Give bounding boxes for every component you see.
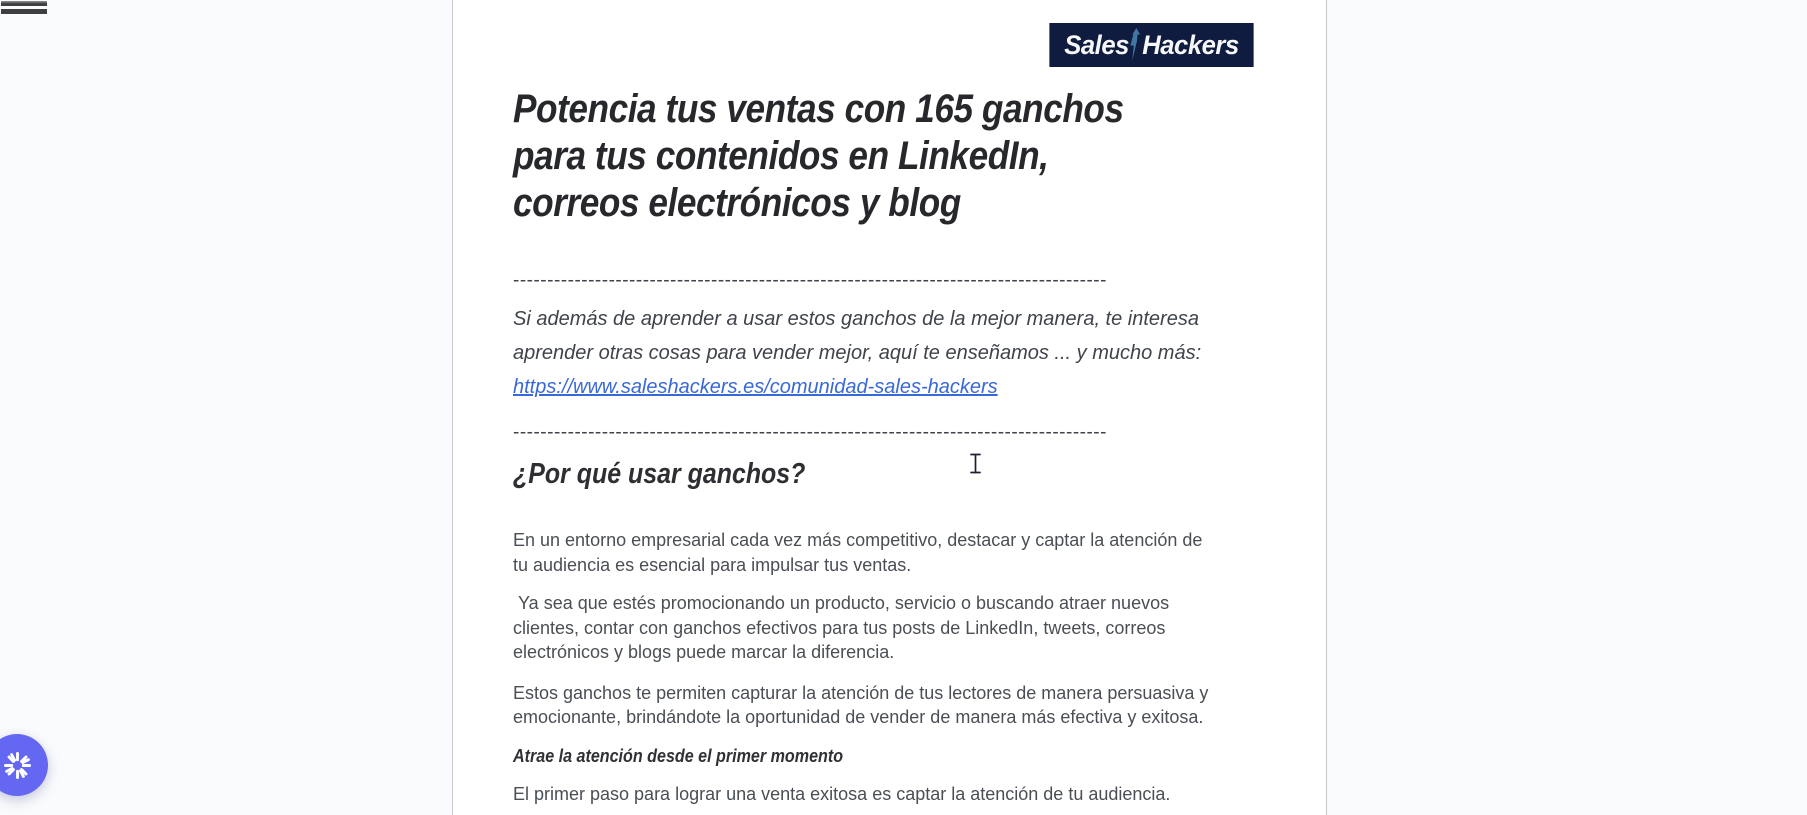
page-title bbox=[513, 86, 1218, 227]
page-title-line: para tus contenidos en LinkedIn, bbox=[513, 134, 1049, 178]
body-paragraph: Estos ganchos te permiten capturar la atención de tus lectores de manera persuasiva y emocionante, brindándote la oportunidad de vender de manera más efectiva y exitosa. bbox=[513, 682, 1214, 727]
logo-text-hackers: Hackers bbox=[1142, 29, 1239, 60]
lightning-bolt-icon bbox=[1127, 28, 1143, 61]
logo-text-sales: Sales bbox=[1064, 29, 1129, 60]
assistant-button[interactable] bbox=[0, 734, 48, 796]
dashed-divider: --------------------------------------------------------------------------------------- bbox=[513, 422, 1107, 443]
starburst-sparkle-icon bbox=[4, 752, 31, 779]
page-title-line: Potencia tus ventas con 165 ganchos bbox=[513, 87, 1124, 131]
hamburger-bar bbox=[1, 1, 47, 6]
saleshackers-logo bbox=[1049, 23, 1253, 67]
hamburger-menu-icon[interactable] bbox=[1, 1, 47, 14]
intro-paragraph: Si además de aprender a usar estos ganchos de la mejor manera, te interesa aprender otras cosas para vender mejor, aquí te enseñamos ... y mucho más: bbox=[513, 308, 1205, 364]
section-heading: ¿Por qué usar ganchos? bbox=[513, 458, 806, 490]
community-link[interactable]: https://www.saleshackers.es/comunidad-sales-hackers bbox=[513, 376, 998, 398]
document-page bbox=[452, 0, 1327, 815]
subheading: Atrae la atención desde el primer momento bbox=[513, 744, 844, 766]
body-paragraph: Ya sea que estés promocionando un producto, servicio o buscando atraer nuevos clientes, contar con ganchos efectivos para tus posts de LinkedIn, tweets, correos electrónicos y blogs puede marcar la diferencia. bbox=[513, 593, 1175, 662]
body-paragraph: El primer paso para lograr una venta exitosa es captar la atención de tu audiencia. bbox=[513, 783, 1171, 804]
text-cursor-ibeam bbox=[969, 453, 982, 474]
dashed-divider: --------------------------------------------------------------------------------------- bbox=[513, 270, 1107, 291]
body-paragraph: En un entorno empresarial cada vez más competitivo, destacar y captar la atención de tu audiencia es esencial para impulsar tus ventas. bbox=[513, 530, 1208, 575]
hamburger-bar bbox=[1, 9, 47, 14]
page-title-line: correos electrónicos y blog bbox=[513, 181, 961, 225]
